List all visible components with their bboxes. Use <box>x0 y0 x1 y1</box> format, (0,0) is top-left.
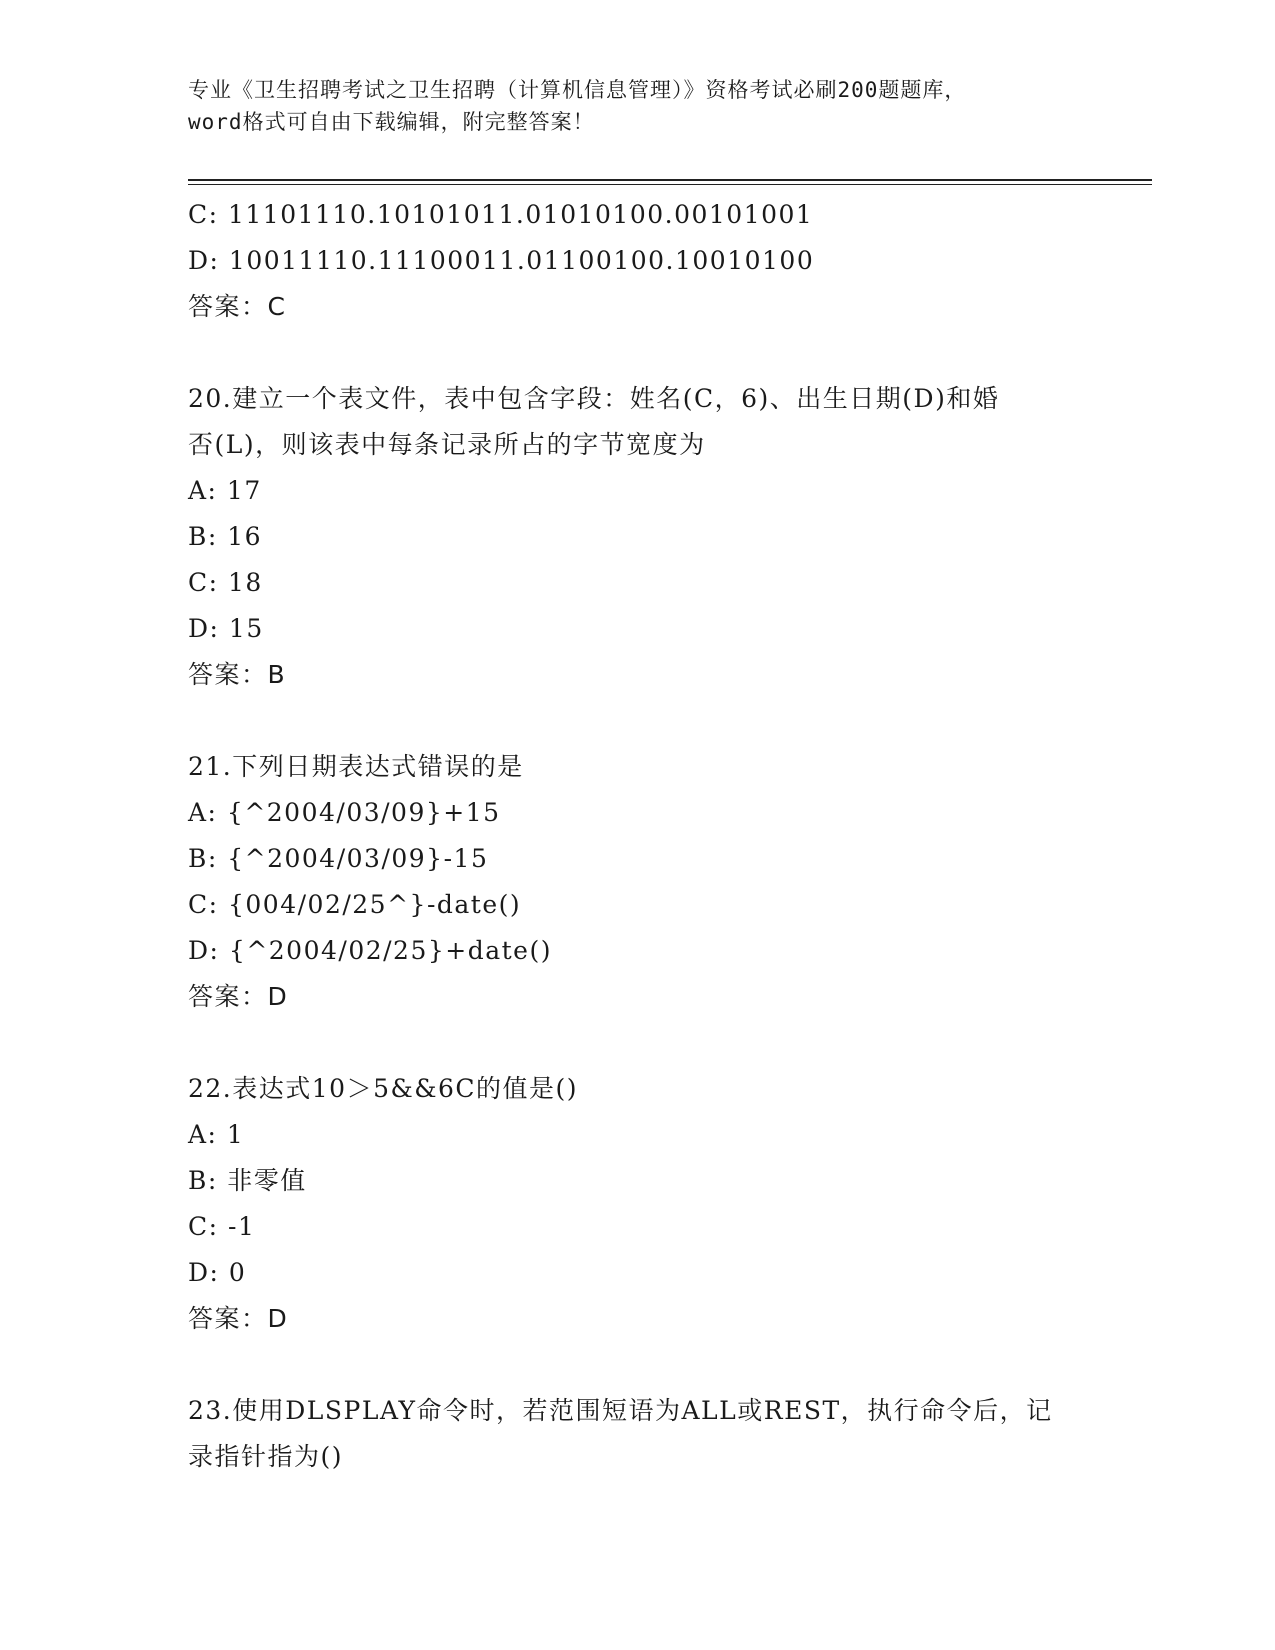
question-stem: 23.使用DLSPLAY命令时，若范围短语为ALL或REST，执行命令后，记 <box>188 1396 1053 1425</box>
option-d: D: 15 <box>188 614 264 643</box>
header-divider-thin <box>188 184 1152 185</box>
question-20 <box>188 376 1128 698</box>
answer-line: 答案：D <box>188 982 289 1011</box>
question-stem: 21.下列日期表达式错误的是 <box>188 752 524 781</box>
question-spacer <box>188 1342 1128 1388</box>
question-list <box>188 192 1128 1480</box>
answer-line: 答案：C <box>188 292 287 321</box>
question-stem: 否(L)，则该表中每条记录所占的字节宽度为 <box>188 430 706 459</box>
question-continued <box>188 192 1128 330</box>
header-title-line-1: 专业《卫生招聘考试之卫生招聘（计算机信息管理）》资格考试必刷200题题库， <box>188 78 967 102</box>
question-spacer <box>188 698 1128 744</box>
question-21 <box>188 744 1128 1020</box>
question-23 <box>188 1388 1128 1480</box>
question-stem: 20.建立一个表文件，表中包含字段：姓名(C，6)、出生日期(D)和婚 <box>188 384 1000 413</box>
option-c: C: -1 <box>188 1212 256 1241</box>
option-b: B: 非零值 <box>188 1166 307 1195</box>
option-c: C: {004/02/25^}-date() <box>188 890 522 919</box>
option-a: A: 17 <box>188 476 262 505</box>
document-header <box>188 74 1088 138</box>
question-stem: 录指针指为() <box>188 1442 344 1471</box>
option-a: A: {^2004/03/09}+15 <box>188 798 501 827</box>
question-22 <box>188 1066 1128 1342</box>
option-d: D: 10011110.11100011.01100100.10010100 <box>188 246 815 275</box>
answer-line: 答案：B <box>188 660 287 689</box>
answer-line: 答案：D <box>188 1304 289 1333</box>
option-d: D: {^2004/02/25}+date() <box>188 936 552 965</box>
header-title-line-2: word格式可自由下载编辑，附完整答案！ <box>188 110 595 134</box>
question-spacer <box>188 330 1128 376</box>
question-stem: 22.表达式10＞5&&6C的值是() <box>188 1074 579 1103</box>
option-b: B: {^2004/03/09}-15 <box>188 844 489 873</box>
header-divider-thick <box>188 179 1152 181</box>
option-c: C: 18 <box>188 568 263 597</box>
question-spacer <box>188 1020 1128 1066</box>
option-d: D: 0 <box>188 1258 247 1287</box>
option-b: B: 16 <box>188 522 263 551</box>
option-c: C: 11101110.10101011.01010100.00101001 <box>188 200 814 229</box>
option-a: A: 1 <box>188 1120 245 1149</box>
